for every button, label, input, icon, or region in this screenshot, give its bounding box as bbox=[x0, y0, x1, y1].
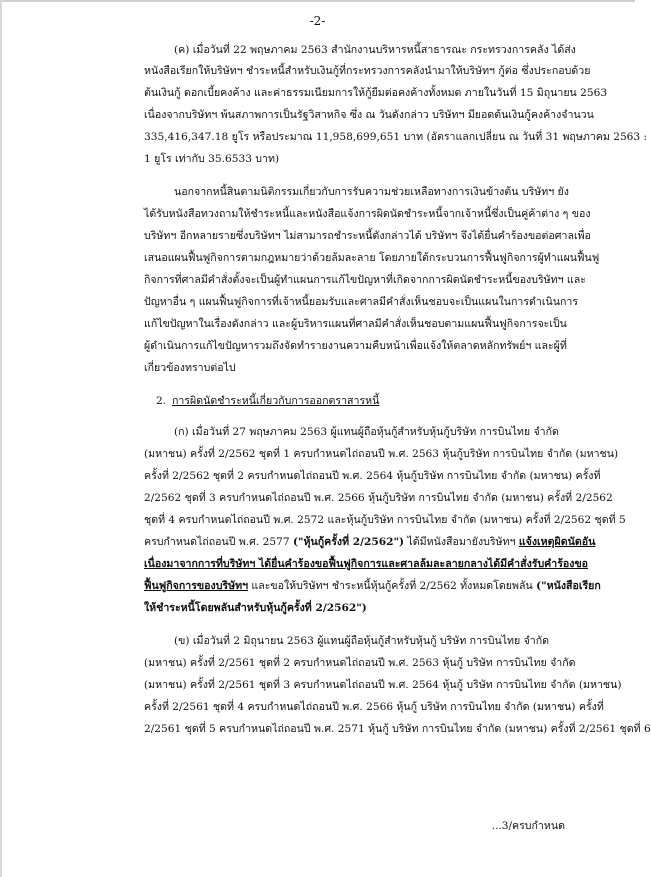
para-a-line-2: หนังสือเรียกให้บริษัทฯ ชำระหนี้สำหรับเงินกู้ที่กระทรวงการคลังนำมาให้บริษัทฯ กู้ต่อ ซึ่งประกอบด้วย bbox=[144, 65, 591, 77]
para-b-line-1: นอกจากหนี้สินตามนิติกรรมเกี่ยวกับการรับความช่วยเหลือทางการเงินข้างต้น บริษัทฯ ยัง bbox=[174, 186, 569, 198]
para-a-line-4: เนื่องจากบริษัทฯ พ้นสภาพการเป็นรัฐวิสาหกิจ ซึ่ง ณ วันดังกล่าว บริษัทฯ มียอดต้นเงินกู้คงค้างจำนวน bbox=[144, 109, 594, 121]
para-b-line-6: ปัญหาอื่น ๆ แผนฟื้นฟูกิจการที่เจ้าหนี้ยอมรับและศาลมีคำสั่งเห็นชอบจะเป็นแผนในการดำเนินการ bbox=[144, 296, 579, 308]
section-2-title: การผิดนัดชำระหนี้เกี่ยวกับการออกตราสารหนี้ bbox=[172, 395, 380, 407]
para-b-line-7: แก้ไขปัญหาในเรื่องดังกล่าว และผู้บริหารแผนที่ศาลมีคำสั่งเห็นชอบตามแผนฟื้นฟูกิจการจะเป็น bbox=[144, 318, 567, 330]
para-d-line-2: (มหาชน) ครั้งที่ 2/2561 ชุดที่ 2 ครบกำหนดไถ่ถอนปี พ.ศ. 2563 หุ้นกู้ บริษัท การบินไทย จำกัด bbox=[144, 657, 576, 669]
para-d-line-3: (มหาชน) ครั้งที่ 2/2561 ชุดที่ 3 ครบกำหนดไถ่ถอนปี พ.ศ. 2564 หุ้นกู้ บริษัท การบินไทย จำกัด (มหาชน) bbox=[144, 679, 622, 691]
bond-2-2562-label: ("หุ้นกู้ครั้งที่ 2/2562") bbox=[292, 536, 405, 548]
para-c-line-3: ครั้งที่ 2/2562 ชุดที่ 2 ครบกำหนดไถ่ถอนปี พ.ศ. 2564 หุ้นกู้บริษัท การบินไทย จำกัด (มหาชน) ครั้งที่ bbox=[144, 470, 601, 482]
page-left-edge bbox=[0, 0, 2, 877]
para-c-line-2: (มหาชน) ครั้งที่ 2/2562 ชุดที่ 1 ครบกำหนดไถ่ถอนปี พ.ศ. 2563 หุ้นกู้บริษัท การบินไทย จำกัด (มหาชน) bbox=[144, 448, 619, 460]
page-number: -2- bbox=[309, 14, 326, 28]
para-c-line-1: (ก) เมื่อวันที่ 27 พฤษภาคม 2563 ผู้แทนผู้ถือหุ้นกู้สำหรับหุ้นกู้บริษัท การบินไทย จำกัด bbox=[174, 426, 559, 438]
para-c-line-6-text: ครบกำหนดไถ่ถอนปี พ.ศ. 2577 bbox=[144, 536, 293, 548]
continuation-footer: ...3/ครบกำหนด bbox=[491, 820, 565, 832]
para-a-line-1: (ค) เมื่อวันที่ 22 พฤษภาคม 2563 สำนักงานบริหารหนี้สาธารณะ กระทรวงการคลัง ได้ส่ง bbox=[174, 44, 576, 56]
para-c-line-4: 2/2562 ชุดที่ 3 ครบกำหนดไถ่ถอนปี พ.ศ. 2566 หุ้นกู้บริษัท การบินไทย จำกัด (มหาชน) ครั้งที่ 2/2562 bbox=[144, 492, 613, 504]
para-b-line-4: เสนอแผนฟื้นฟูกิจการตามกฎหมายว่าด้วยล้มละลาย โดยภายใต้กระบวนการฟื้นฟูกิจการผู้ทำแผนฟื้นฟู bbox=[144, 252, 600, 264]
para-a-line-6: 1 ยูโร เท่ากับ 35.6533 บาท) bbox=[144, 153, 280, 165]
para-c-line-9: ให้ชำระหนี้โดยพลันสำหรับหุ้นกู้ครั้งที่ 2/2562") bbox=[144, 602, 367, 614]
para-d-line-5: 2/2561 ชุดที่ 5 ครบกำหนดไถ่ถอนปี พ.ศ. 2571 หุ้นกู้ บริษัท การบินไทย จำกัด (มหาชน) ครั้งที่ 2/2561 ชุดที่ 6 bbox=[144, 723, 651, 735]
para-c-line-6 bbox=[144, 535, 596, 549]
para-b-line-9: เกี่ยวข้องทราบต่อไป bbox=[144, 362, 236, 374]
para-c-line-8-text: และขอให้บริษัทฯ ชำระหนี้หุ้นกู้ครั้งที่ 2/2562 ทั้งหมดโดยพลัน bbox=[248, 580, 537, 592]
demand-letter-label: ("หนังสือเรียก bbox=[536, 580, 601, 592]
para-b-line-3: บริษัทฯ อีกหลายรายซึ่งบริษัทฯ ไม่สามารถชำระหนี้ดังกล่าวได้ บริษัทฯ จึงได้ยื่นคำร้องขอต่อศาลเพื่อ bbox=[144, 230, 591, 242]
section-2-number: 2. bbox=[156, 395, 167, 407]
para-c-line-7: เนื่องมาจากการที่บริษัทฯ ได้ยื่นคำร้องขอฟื้นฟูกิจการและศาลล้มละลายกลางได้มีคำสั่งรับคำร้องขอ bbox=[144, 558, 589, 570]
para-d-line-1: (ข) เมื่อวันที่ 2 มิถุนายน 2563 ผู้แทนผู้ถือหุ้นกู้สำหรับหุ้นกู้ บริษัท การบินไทย จำกัด bbox=[174, 635, 550, 647]
rehab-phrase: ฟื้นฟูกิจการของบริษัทฯ bbox=[144, 580, 249, 592]
para-d-line-4: ครั้งที่ 2/2561 ชุดที่ 4 ครบกำหนดไถ่ถอนปี พ.ศ. 2566 หุ้นกู้ บริษัท การบินไทย จำกัด (มหาชน) ครั้งที่ bbox=[144, 701, 604, 713]
para-c-line-6-mid: ได้มีหนังสือมายังบริษัทฯ bbox=[404, 536, 519, 548]
para-b-line-5: กิจการที่ศาลมีคำสั่งตั้งจะเป็นผู้ทำแผนการแก้ไขปัญหาที่เกิดจากการผิดนัดชำระหนี้ของบริษัทฯ และ bbox=[144, 274, 586, 286]
para-b-line-2: ได้รับหนังสือทวงถามให้ชำระหนี้และหนังสือแจ้งการผิดนัดชำระหนี้จากเจ้าหนี้ซึ่งเป็นคู่ค้าต่าง ๆ ของ bbox=[144, 208, 591, 220]
para-c-line-5: ชุดที่ 4 ครบกำหนดไถ่ถอนปี พ.ศ. 2572 และหุ้นกู้บริษัท การบินไทย จำกัด (มหาชน) ครั้งที่ 2/2562 ชุดที่ 5 bbox=[144, 514, 626, 526]
para-c-line-8 bbox=[144, 579, 601, 593]
para-a-line-3: ต้นเงินกู้ ดอกเบี้ยคงค้าง และค่าธรรมเนียมการให้กู้ยืมต่อคงค้างทั้งหมด ภายในวันที่ 15 มิถุนายน 2563 bbox=[144, 87, 608, 99]
default-notice-phrase: แจ้งเหตุผิดนัดอัน bbox=[518, 536, 596, 548]
page-top-edge bbox=[0, 0, 635, 2]
para-b-line-8: ผู้ดำเนินการแก้ไขปัญหารวมถึงจัดทำรายงานความคืบหน้าเพื่อแจ้งให้ตลาดหลักทรัพย์ฯ และผู้ที่ bbox=[144, 340, 567, 352]
para-a-line-5: 335,416,347.18 ยูโร หรือประมาณ 11,958,699,651 บาท (อัตราแลกเปลี่ยน ณ วันที่ 31 พฤษภาคม 2563 : bbox=[144, 131, 648, 143]
